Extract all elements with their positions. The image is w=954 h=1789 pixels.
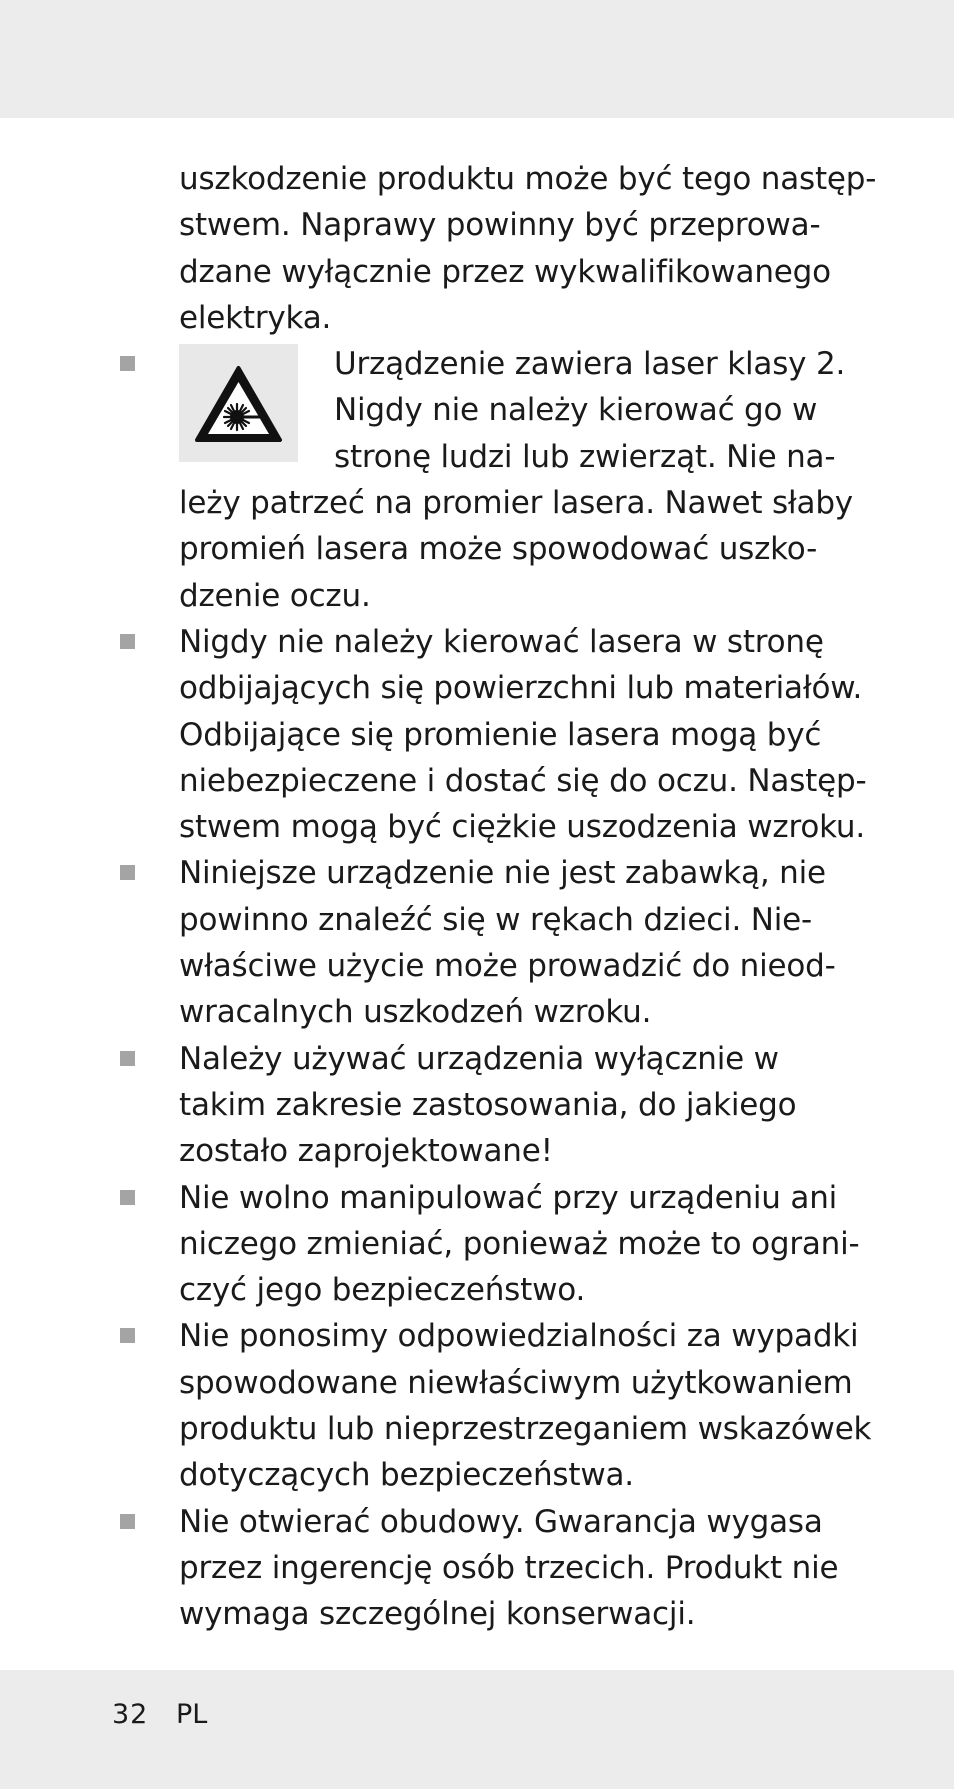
list-item <box>0 850 954 1035</box>
text-line: wracalnych uszkodzeń wzroku. <box>179 994 652 1031</box>
text-line: dzane wyłącznie przez wykwalifikowanego <box>179 253 831 290</box>
text-line: niebezpieczene i dostać się do oczu. Następ- <box>179 762 867 799</box>
text-line: stwem mogą być ciężkie uszodzenia wzroku. <box>179 809 866 846</box>
text-line: dzenie oczu. <box>179 577 371 614</box>
text-line: czyć jego bezpieczeństwo. <box>179 1272 586 1309</box>
text-line: Nie otwierać obudowy. Gwarancja wygasa <box>179 1503 823 1540</box>
text-line: Nie ponosimy odpowiedzialności za wypadki <box>179 1318 859 1355</box>
text-line: Należy używać urządzenia wyłącznie w <box>179 1040 779 1077</box>
page-number: 32 <box>112 1699 149 1730</box>
list-item <box>0 1499 954 1638</box>
text-line: Urządzenie zawiera laser klasy 2. <box>334 346 846 383</box>
laser-side-text <box>334 341 845 480</box>
text-line: niczego zmieniać, ponieważ może to ograni- <box>179 1225 860 1262</box>
list-item <box>0 1036 954 1175</box>
bullet-square <box>120 634 135 649</box>
text-line: stwem. Naprawy powinny być przeprowa- <box>179 207 821 244</box>
text-line: uszkodzenie produktu może być tego następ- <box>179 161 877 197</box>
text-line: Nie wolno manipulować przy urządeniu ani <box>179 1179 838 1216</box>
text-line: odbijających się powierzchni lub materiałów. <box>179 670 863 707</box>
intro-paragraph <box>179 156 954 341</box>
text-line: wymaga szczególnej konserwacji. <box>179 1596 696 1633</box>
text-line: leży patrzeć na promier lasera. Nawet słaby <box>179 485 853 522</box>
language-code: PL <box>176 1699 208 1730</box>
text-line: Odbijające się promienie lasera mogą być <box>179 716 822 753</box>
text-line: takim zakresie zastosowania, do jakiego <box>179 1086 797 1123</box>
bullet-square <box>120 865 135 880</box>
list-item <box>0 1175 954 1314</box>
bullet-square <box>120 1514 135 1529</box>
text-line: zostało zaprojektowane! <box>179 1133 553 1170</box>
laser-continued-text <box>179 480 954 619</box>
bullet-square <box>120 1190 135 1205</box>
laser-warning-item <box>0 341 954 619</box>
text-line: promień lasera może spowodować uszko- <box>179 531 818 568</box>
text-line: Nigdy nie należy kierować lasera w stronę <box>179 623 824 660</box>
header-band <box>0 0 954 118</box>
text-line: właściwe użycie może prowadzić do nieod- <box>179 948 836 985</box>
list-item <box>0 619 954 850</box>
text-line: spowodowane niewłaściwym użytkowaniem <box>179 1364 853 1401</box>
text-line: dotyczących bezpieczeństwa. <box>179 1457 634 1494</box>
text-line: Nigdy nie należy kierować go w <box>334 392 818 429</box>
text-line: Niniejsze urządzenie nie jest zabawką, nie <box>179 855 826 892</box>
bullet-square <box>120 1328 135 1343</box>
text-line: produktu lub nieprzestrzeganiem wskazówek <box>179 1411 872 1448</box>
text-line: powinno znaleźć się w rękach dzieci. Nie- <box>179 901 813 938</box>
text-line: stronę ludzi lub zwierząt. Nie na- <box>334 438 836 475</box>
laser-warning-icon <box>179 344 298 462</box>
page-content <box>0 156 954 1638</box>
bullet-square <box>120 1051 135 1066</box>
list-item <box>0 1313 954 1498</box>
text-line: elektryka. <box>179 299 332 336</box>
text-line: przez ingerencję osób trzecich. Produkt nie <box>179 1549 839 1586</box>
